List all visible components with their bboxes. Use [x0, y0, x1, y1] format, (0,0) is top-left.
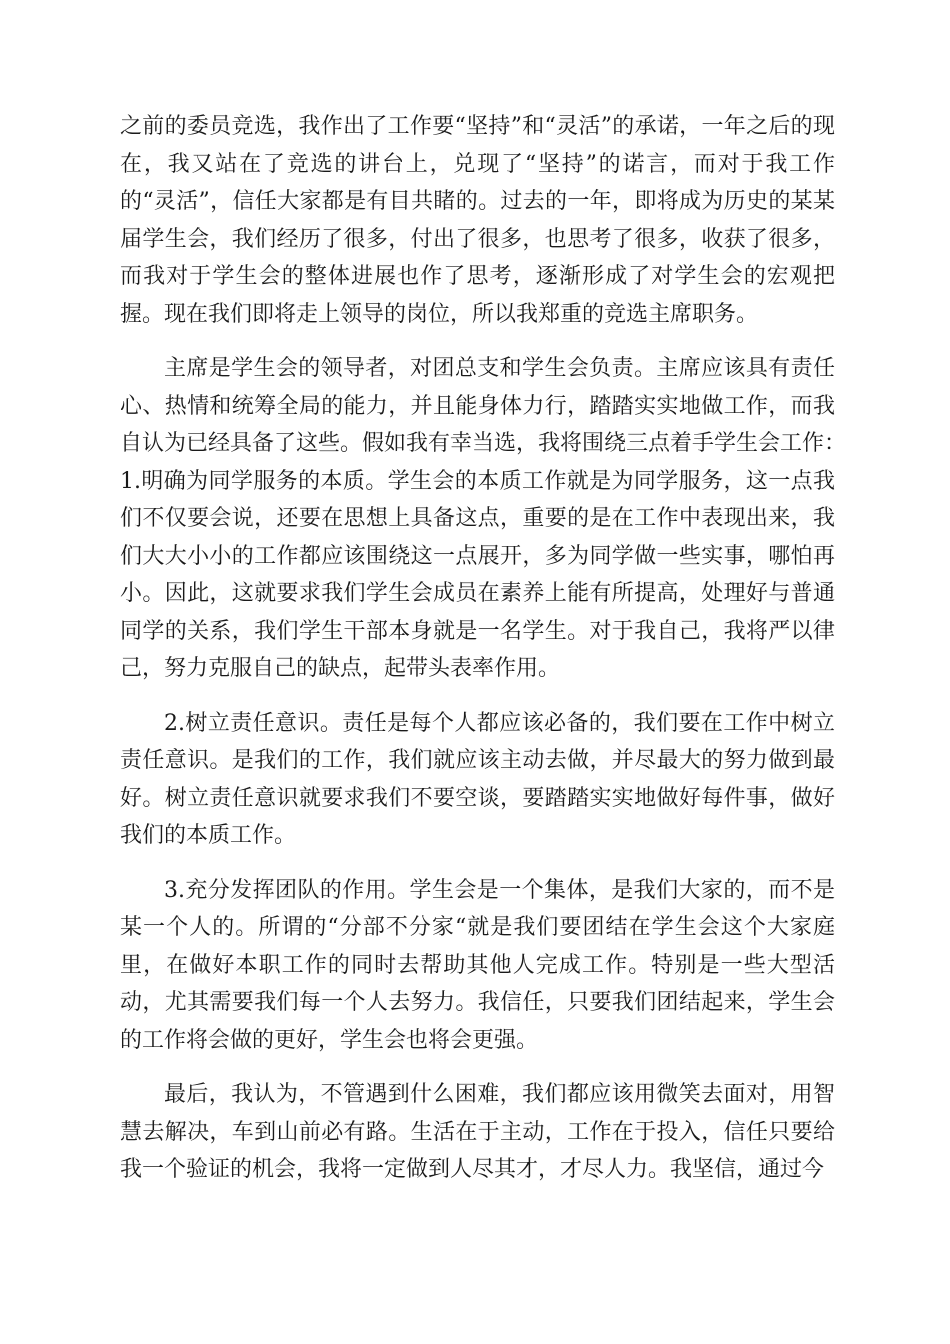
- paragraph-2: 主席是学生会的领导者，对团总支和学生会负责。主席应该具有责任心、热情和统筹全局的能力，并且能身体力行，踏踏实实地做工作，而我自认为已经具备了这些。假如我有幸当选，我将围绕三点着手学生会工作： 1.明确为同学服务的本质。学生会的本质工作就是为同学服务，这一点我们不仅要会说，还要在思想上具备这点，重要的是在工作中表现出来，我们大大小小的工作都应该围绕这一点展开，多为同学做一些实事，哪怕再小。因此，这就要求我们学生会成员在素养上能有所提高，处理好与普通同学的关系，我们学生干部本身就是一名学生。对于我自己，我将严以律己，努力克服自己的缺点，起带头表率作用。: [120, 356, 858, 681]
- paragraph-1: 之前的委员竞选，我作出了工作要“坚持”和“灵活”的承诺，一年之后的现在，我又站在了竞选的讲台上，兑现了“坚持”的诺言，而对于我工作的“灵活”，信任大家都是有目共睹的。过去的一年，即将成为历史的某某届学生会，我们经历了很多，付出了很多，也思考了很多，收获了很多，而我对于学生会的整体进展也作了思考，逐渐形成了对学生会的宏观把握。现在我们即将走上领导的岗位，所以我郑重的竞选主席职务。: [120, 114, 835, 327]
- paragraph-3: 2.树立责任意识。责任是每个人都应该必备的，我们要在工作中树立责任意识。是我们的工作，我们就应该主动去做，并尽最大的努力做到最好。树立责任意识就要求我们不要空谈，要踏踏实实地做好每件事，做好我们的本质工作。: [120, 710, 835, 848]
- paragraph-4: 3.充分发挥团队的作用。学生会是一个集体，是我们大家的，而不是某一个人的。所谓的“分部不分家“就是我们要团结在学生会这个大家庭里，在做好本职工作的同时去帮助其他人完成工作。特别是一些大型活动，尤其需要我们每一个人去努力。我信任，只要我们团结起来，学生会的工作将会做的更好，学生会也将会更强。: [120, 877, 835, 1053]
- document-body: [120, 108, 858, 1206]
- paragraph-5: 最后，我认为，不管遇到什么困难，我们都应该用微笑去面对，用智慧去解决，车到山前必有路。生活在于主动，工作在于投入，信任只要给我一个验证的机会，我将一定做到人尽其才，才尽人力。我坚信，通过今: [120, 1082, 835, 1182]
